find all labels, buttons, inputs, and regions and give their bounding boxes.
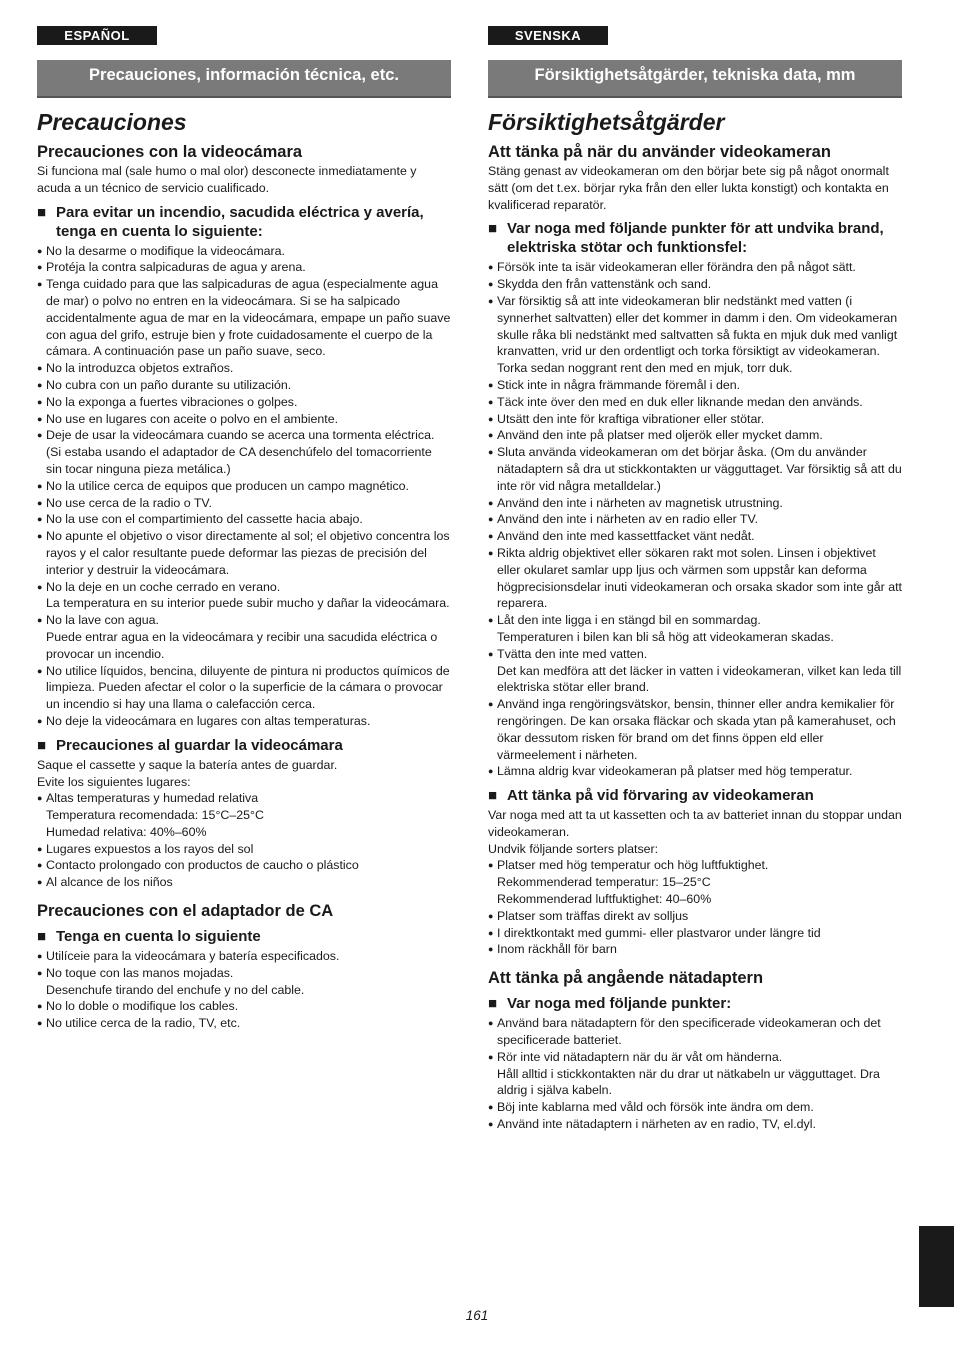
- square-bullet-icon: ■: [488, 787, 498, 805]
- bullet-icon: ●: [488, 1018, 494, 1029]
- list-item: [488, 646, 902, 696]
- list-item-text: Håll alltid i stickkontakten när du drar ut nätkabeln ur vägguttaget. Dra aldrig i själva kabeln.: [497, 1066, 880, 1098]
- list-item-text: Protéja la contra salpicaduras de agua y arena.: [46, 260, 306, 275]
- column-espanol: [37, 26, 451, 1032]
- bullet-icon: ●: [488, 447, 494, 458]
- list-item-text: Det kan medföra att det läcker in vatten i videokameran, vilket kan leda till elektriska stötar eller brand.: [497, 663, 902, 695]
- list-item-text: No utilice cerca de la radio, TV, etc.: [46, 1016, 241, 1031]
- list-item: [488, 925, 902, 942]
- list-item: [37, 511, 451, 528]
- bullet-icon: ●: [488, 927, 494, 938]
- intro-paragraph: Stäng genast av videokameran om den börjar bete sig på något onormalt sätt (om det t.ex. börjar ryka från den eller lukta konstigt) och kontakta en kvalificerad reparatör.: [488, 164, 889, 212]
- bullet-list: [37, 790, 451, 891]
- list-item-text: Skydda den från vattenstänk och sand.: [497, 277, 712, 292]
- list-item-text: Tvätta den inte med vatten.: [497, 646, 648, 661]
- list-item-text: No deje la videocámara en lugares con altas temperaturas.: [46, 713, 371, 728]
- list-item: [488, 857, 902, 907]
- bullet-icon: ●: [488, 262, 494, 273]
- page-number: 161: [465, 1308, 489, 1323]
- list-item-text: Tenga cuidado para que las salpicaduras de agua (especialmente agua de mar) o polvo no entren en la videocámara. Si se ha salpicado accidentalmente agua de mar en la videocámara, empape un paño suave con agua del grifo, estruje bien y frote cuidadosamente el cuerpo de la cámara. A continuación pase un paño suave, seco.: [46, 277, 451, 359]
- list-item-text: Platser med hög temperatur och hög luftfuktighet.: [497, 858, 769, 873]
- list-item-text: Temperaturen i bilen kan bli så hög att videokameran skadas.: [497, 629, 834, 644]
- bullet-icon: ●: [37, 860, 43, 871]
- list-item: [488, 941, 902, 958]
- list-item: [37, 663, 451, 713]
- list-item: [488, 411, 902, 428]
- bullet-icon: ●: [37, 665, 43, 676]
- square-bullet-icon: ■: [37, 203, 47, 221]
- list-item: [37, 427, 451, 477]
- bullet-list: [37, 243, 451, 730]
- bullet-icon: ●: [488, 514, 494, 525]
- list-item: [488, 276, 902, 293]
- list-item-text: Desenchufe tirando del enchufe y no del cable.: [46, 982, 305, 997]
- subsection-heading: ■ Var noga med följande punkter:: [488, 995, 732, 1013]
- list-item-text: No la deje en un coche cerrado en verano.: [46, 579, 281, 594]
- section-heading: Precauciones con el adaptador de CA: [37, 902, 334, 921]
- bullet-icon: ●: [488, 497, 494, 508]
- bullet-icon: ●: [37, 514, 43, 525]
- bullet-icon: ●: [488, 766, 494, 777]
- language-tag: SVENSKA: [488, 26, 608, 45]
- bullet-icon: ●: [488, 531, 494, 542]
- bullet-icon: ●: [37, 967, 43, 978]
- bullet-icon: ●: [37, 497, 43, 508]
- list-item-text: Täck inte över den med en duk eller liknande medan den används.: [497, 394, 863, 409]
- storage-paragraph: Var noga med att ta ut kassetten och ta av batteriet innan du stoppar undan videokameran. Undvik följande sorters platser:: [488, 808, 902, 856]
- list-item-text: No la introduzca objetos extraños.: [46, 361, 234, 376]
- column-svenska: [488, 26, 902, 1133]
- list-item-text: I direktkontakt med gummi- eller plastvaror under längre tid: [497, 925, 821, 940]
- list-item-text: Humedad relativa: 40%–60%: [46, 824, 207, 839]
- subsection-heading: ■ Precauciones al guardar la videocámara: [37, 736, 343, 754]
- bullet-icon: ●: [488, 944, 494, 955]
- list-item-text: Använd inte nätadaptern i närheten av en radio, TV, el.dyl.: [497, 1117, 816, 1132]
- section-banner: Försiktighetsåtgärder, tekniska data, mm: [488, 60, 902, 98]
- list-item-text: Rör inte vid nätadaptern när du är våt om händerna.: [497, 1049, 783, 1064]
- bullet-icon: ●: [488, 279, 494, 290]
- subsection-heading: ■ Var noga med följande punkter för att undvika brand, elektriska stötar och funktionsfel:: [488, 220, 884, 257]
- bullet-icon: ●: [37, 793, 43, 804]
- page-title: Försiktighetsåtgärder: [488, 109, 725, 135]
- square-bullet-icon: ■: [37, 736, 47, 754]
- list-item-text: Använd inga rengöringsvätskor, bensin, thinner eller andra kemikalier för rengöringen. De kan orsaka fläckar och skada ytan på kamerahuset, och ökar dessutom risken för brand om det finns öppen eld eller värmeelement i närheten.: [497, 697, 896, 762]
- list-item-text: No cubra con un paño durante su utilización.: [46, 377, 292, 392]
- list-item: [37, 612, 451, 662]
- list-item: [488, 293, 902, 377]
- list-item-text: Rekommenderad temperatur: 15–25°C: [497, 875, 711, 890]
- section-heading: Att tänka på angående nätadaptern: [488, 969, 764, 988]
- list-item: [37, 360, 451, 377]
- bullet-icon: ●: [488, 1051, 494, 1062]
- bullet-list: [488, 259, 902, 780]
- list-item-text: No lo doble o modifique los cables.: [46, 999, 239, 1014]
- bullet-icon: ●: [37, 413, 43, 424]
- list-item: [37, 1015, 451, 1032]
- list-item: [488, 1116, 902, 1133]
- bullet-icon: ●: [37, 279, 43, 290]
- list-item-text: La temperatura en su interior puede subir mucho y dañar la videocámara.: [46, 596, 450, 611]
- bullet-icon: ●: [488, 699, 494, 710]
- list-item: [37, 528, 451, 578]
- list-item: [488, 377, 902, 394]
- list-item: [488, 1049, 902, 1099]
- list-item: [37, 276, 451, 360]
- list-item: [488, 259, 902, 276]
- list-item-text: Utilíceie para la videocámara y batería especificados.: [46, 949, 340, 964]
- bullet-icon: ●: [37, 363, 43, 374]
- list-item-text: No utilice líquidos, bencina, diluyente de pintura ni productos químicos de limpieza. Pueden afectar el color o la superficie de la cámara o provocar un incendio si hay una llama o calefacción cerca.: [46, 663, 450, 712]
- square-bullet-icon: ■: [37, 928, 47, 946]
- bullet-icon: ●: [37, 245, 43, 256]
- list-item: [37, 394, 451, 411]
- list-item-text: Använd bara nätadaptern för den specificerade videokameran och det specificerade batteriet.: [497, 1016, 881, 1048]
- bullet-icon: ●: [488, 413, 494, 424]
- bullet-icon: ●: [37, 615, 43, 626]
- list-item-text: Använd den inte på platser med oljerök eller mycket damm.: [497, 428, 823, 443]
- bullet-list: [488, 1015, 902, 1133]
- bullet-icon: ●: [37, 951, 43, 962]
- subsection-heading: ■ Para evitar un incendio, sacudida eléctrica y avería, tenga en cuenta lo siguiente:: [37, 203, 424, 240]
- section-banner: Precauciones, información técnica, etc.: [37, 60, 451, 98]
- list-item-text: Platser som träffas direkt av solljus: [497, 908, 689, 923]
- list-item: [488, 763, 902, 780]
- list-item-text: No toque con las manos mojadas.: [46, 965, 234, 980]
- bullet-icon: ●: [37, 843, 43, 854]
- bullet-icon: ●: [37, 1018, 43, 1029]
- bullet-icon: ●: [37, 531, 43, 542]
- list-item-text: Lämna aldrig kvar videokameran på platser med hög temperatur.: [497, 764, 853, 779]
- list-item-text: No la exponga a fuertes vibraciones o golpes.: [46, 394, 298, 409]
- list-item: [488, 612, 902, 646]
- list-item: [37, 713, 451, 730]
- bullet-icon: ●: [37, 430, 43, 441]
- square-bullet-icon: ■: [488, 995, 498, 1013]
- bullet-icon: ●: [488, 1102, 494, 1113]
- list-item-text: Lugares expuestos a los rayos del sol: [46, 841, 254, 856]
- list-item: [37, 495, 451, 512]
- page-title: Precauciones: [37, 109, 187, 135]
- bullet-icon: ●: [488, 860, 494, 871]
- list-item-text: Altas temperaturas y humedad relativa: [46, 791, 259, 806]
- section-heading: Att tänka på när du använder videokameran: [488, 143, 831, 161]
- bullet-icon: ●: [37, 581, 43, 592]
- bullet-icon: ●: [37, 715, 43, 726]
- list-item-text: Var försiktig så att inte videokameran blir nedstänkt med vatten (i synnerhet saltvatten) eller det kommer in damm i den. Om videokameran skulle råka bli nedstänkt med saltvatten så fukta en mjuk duk med vanligt kranvatten, vrid ur den ordentligt och torka försiktigt av videokameran. Torka sedan noggrant rent den med en mjuk, torr duk.: [497, 293, 898, 376]
- bullet-icon: ●: [488, 396, 494, 407]
- bullet-icon: ●: [37, 877, 43, 888]
- list-item: [37, 965, 451, 999]
- list-item-text: No la desarme o modifique la videocámara.: [46, 243, 285, 258]
- bullet-icon: ●: [488, 648, 494, 659]
- list-item: [37, 377, 451, 394]
- bullet-icon: ●: [37, 1001, 43, 1012]
- list-item-text: Puede entrar agua en la videocámara y recibir una sacudida eléctrica o provocar un incendio.: [46, 629, 438, 661]
- list-item-text: Inom räckhåll för barn: [497, 942, 617, 957]
- bullet-list: [488, 857, 902, 958]
- subsection-heading: ■ Att tänka på vid förvaring av videokameran: [488, 787, 814, 805]
- list-item: [488, 495, 902, 512]
- list-item: [37, 478, 451, 495]
- list-item: [488, 511, 902, 528]
- bullet-icon: ●: [488, 430, 494, 441]
- bullet-icon: ●: [488, 547, 494, 558]
- list-item: [37, 841, 451, 858]
- list-item-text: Sluta använda videokameran om det börjar åska. (Om du använder nätadaptern så dra ut stickkontakten ur vägguttaget. Var försiktig så att du inte rör vid några metalldelar.): [497, 445, 902, 493]
- list-item: [37, 874, 451, 891]
- list-item-text: Temperatura recomendada: 15°C–25°C: [46, 808, 264, 823]
- edge-tab-marker: [919, 1226, 954, 1307]
- subsection-heading: ■ Tenga en cuenta lo siguiente: [37, 928, 261, 946]
- bullet-icon: ●: [488, 615, 494, 626]
- list-item-text: Deje de usar la videocámara cuando se acerca una tormenta eléctrica. (Si estaba usando el adaptador de CA desenchúfelo del tomacorriente sin tocar ninguna pieza metálica.): [46, 428, 435, 476]
- list-item-text: No use en lugares con aceite o polvo en el ambiente.: [46, 411, 339, 426]
- list-item-text: Utsätt den inte för kraftiga vibrationer eller stötar.: [497, 411, 765, 426]
- list-item-text: Rekommenderad luftfuktighet: 40–60%: [497, 892, 712, 907]
- bullet-icon: ●: [488, 379, 494, 390]
- bullet-icon: ●: [37, 480, 43, 491]
- list-item: [37, 998, 451, 1015]
- list-item: [488, 444, 902, 494]
- bullet-icon: ●: [37, 262, 43, 273]
- list-item: [37, 243, 451, 260]
- list-item: [488, 394, 902, 411]
- list-item-text: Försök inte ta isär videokameran eller förändra den på något sätt.: [497, 260, 856, 275]
- list-item-text: Använd den inte med kassettfacket vänt nedåt.: [497, 529, 755, 544]
- list-item-text: Använd den inte i närheten av magnetisk utrustning.: [497, 495, 783, 510]
- bullet-icon: ●: [488, 295, 494, 306]
- list-item-text: No la utilice cerca de equipos que producen un campo magnético.: [46, 478, 409, 493]
- list-item: [488, 908, 902, 925]
- list-item-text: Contacto prolongado con productos de caucho o plástico: [46, 858, 359, 873]
- storage-paragraph: Saque el cassette y saque la batería antes de guardar. Evite los siguientes lugares:: [37, 757, 338, 789]
- list-item-text: Al alcance de los niños: [46, 875, 173, 890]
- list-item-text: No la use con el compartimiento del cassette hacia abajo.: [46, 512, 363, 527]
- list-item: [488, 427, 902, 444]
- section-heading: Precauciones con la videocámara: [37, 143, 303, 161]
- list-item: [37, 857, 451, 874]
- list-item: [37, 411, 451, 428]
- list-item: [37, 790, 451, 840]
- list-item: [37, 948, 451, 965]
- list-item: [488, 545, 902, 612]
- list-item: [488, 1099, 902, 1116]
- square-bullet-icon: ■: [488, 220, 498, 238]
- list-item: [488, 696, 902, 763]
- list-item-text: No la lave con agua.: [46, 613, 159, 628]
- bullet-list: [37, 948, 451, 1032]
- list-item-text: No apunte el objetivo o visor directamente al sol; el objetivo concentra los rayos y el calor resultante puede deformar las piezas de precisión del interior y destruir la videocámara.: [46, 529, 450, 577]
- list-item-text: Använd den inte i närheten av en radio eller TV.: [497, 512, 759, 527]
- list-item: [488, 528, 902, 545]
- bullet-icon: ●: [37, 396, 43, 407]
- bullet-icon: ●: [488, 910, 494, 921]
- list-item-text: No use cerca de la radio o TV.: [46, 495, 212, 510]
- list-item-text: Rikta aldrig objektivet eller sökaren rakt mot solen. Linsen i objektivet eller okularet samlar upp ljus och värmen som uppstår kan deforma högprecisionsdelar inuti videokameran och orsaka skador som inte går att reparera.: [497, 545, 902, 611]
- list-item: [488, 1015, 902, 1049]
- bullet-icon: ●: [488, 1119, 494, 1130]
- bullet-icon: ●: [37, 379, 43, 390]
- list-item: [37, 259, 451, 276]
- intro-paragraph: Si funciona mal (sale humo o mal olor) desconecte inmediatamente y acuda a un técnico de servicio cualificado.: [37, 164, 417, 195]
- language-tag: ESPAÑOL: [37, 26, 157, 45]
- list-item: [37, 579, 451, 613]
- list-item-text: Låt den inte ligga i en stängd bil en sommardag.: [497, 613, 761, 628]
- list-item-text: Stick inte in några främmande föremål i den.: [497, 377, 741, 392]
- list-item-text: Böj inte kablarna med våld och försök inte ändra om dem.: [497, 1100, 814, 1115]
